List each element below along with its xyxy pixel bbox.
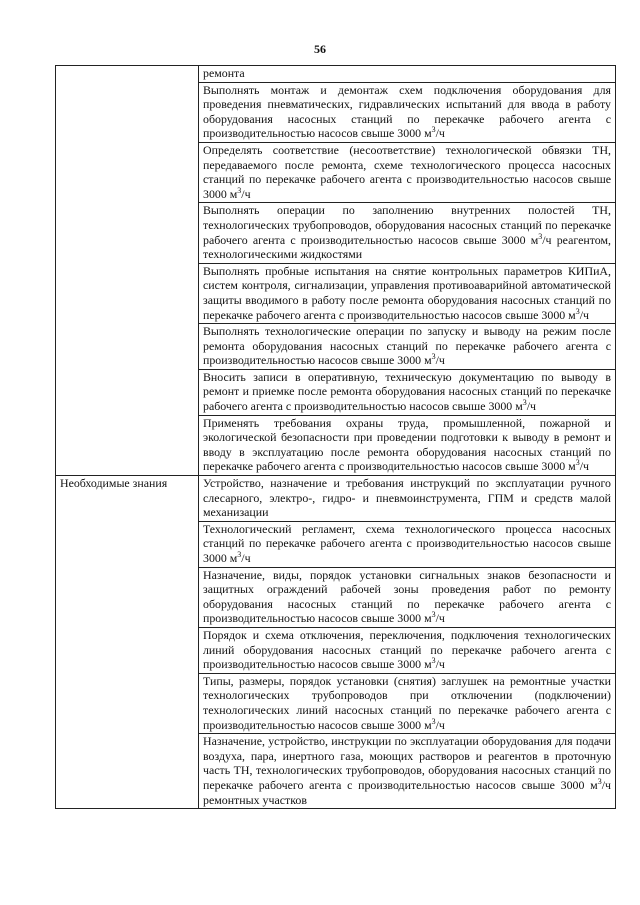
requirements-table bbox=[55, 65, 616, 809]
table-cell-text: Назначение, виды, порядок установки сигнальных знаков безопасности и защитных ограждений рабочей зоны проведения работ по ремонту оборудования насосных станций по перекачке рабочего агента с производительностью насосов свыше 3000 $м^3/ч$ bbox=[199, 567, 616, 627]
table-row bbox=[56, 66, 616, 83]
table-cell-text: ремонта bbox=[199, 66, 616, 83]
row-label-skills bbox=[56, 66, 199, 476]
table-row bbox=[56, 476, 616, 522]
row-label-knowledge: Необходимые знания bbox=[56, 476, 199, 809]
table-cell-text: Типы, размеры, порядок установки (снятия) заглушек на ремонтные участки технологических трубопроводов при отключении (подключении) технологических линий насосных станций по перекачке рабочего агента с производительностью насосов свыше 3000 $м^3/ч$ bbox=[199, 673, 616, 733]
table-cell-text: Выполнять монтаж и демонтаж схем подключения оборудования для проведения пневматических, гидравлических испытаний для ввода в работу оборудования насосных станций по перекачке рабочего агента с производительностью насосов свыше 3000 $м^3/ч$ bbox=[199, 82, 616, 142]
page-number: 56 bbox=[314, 42, 326, 56]
table-cell-text: Определять соответствие (несоответствие) технологической обвязки ТН, передаваемого после ремонта, схеме технологического процесса насосных станций по перекачке рабочего агента с производительностью насосов свыше 3000 $м^3/ч$ bbox=[199, 142, 616, 202]
table-cell-text: Выполнять операции по заполнению внутренних полостей ТН, технологических трубопроводов, оборудования насосных станций по перекачке рабочего агента с производительностью насосов свыше 3000 $м^3/ч$ реагентом, технологическими жидкостями bbox=[199, 203, 616, 263]
table-cell-text: Технологический регламент, схема технологического процесса насосных станций по перекачке рабочего агента с производительностью насосов свыше 3000 $м^3/ч$ bbox=[199, 521, 616, 567]
table-cell-text: Вносить записи в оперативную, техническую документацию по выводу в ремонт и приемке после ремонта оборудования насосных станций по перекачке рабочего агента с производительностью насосов свыше 3000 $м^3/ч$ bbox=[199, 369, 616, 415]
table-cell-text: Устройство, назначение и требования инструкций по эксплуатации ручного слесарного, электро-, гидро- и пневмоинструмента, ГПМ и средств малой механизации bbox=[199, 476, 616, 522]
table-cell-text: Назначение, устройство, инструкции по эксплуатации оборудования для подачи воздуха, пара, инертного газа, моющих растворов и реагентов в проточную часть ТН, технологических трубопроводов, оборудования насосных станций по перекачке рабочего агента с производительностью насосов свыше 3000 $м^3/ч$ ремонтных участков bbox=[199, 734, 616, 809]
table-cell-text: Применять требования охраны труда, промышленной, пожарной и экологической безопасности при проведении подготовки к выводу в ремонт и вводу в эксплуатацию после ремонта оборудования насосных станций по перекачке рабочего агента с производительностью насосов свыше 3000 $м^3/ч$ bbox=[199, 415, 616, 475]
table-cell-text: Выполнять технологические операции по запуску и выводу на режим после ремонта оборудования насосных станций по перекачке рабочего агента с производительностью насосов свыше 3000 $м^3/ч$ bbox=[199, 324, 616, 370]
table-cell-text: Выполнять пробные испытания на снятие контрольных параметров КИПиА, систем контроля, сигнализации, управления противоаварийной автоматической защиты вводимого в работу после ремонта оборудования насосных станций по перекачке рабочего агента с производительностью насосов свыше 3000 $м^3/ч$ bbox=[199, 263, 616, 323]
table-cell-text: Порядок и схема отключения, переключения, подключения технологических линий оборудования насосных станций по перекачке рабочего агента с производительностью насосов свыше 3000 $м^3/ч$ bbox=[199, 627, 616, 673]
